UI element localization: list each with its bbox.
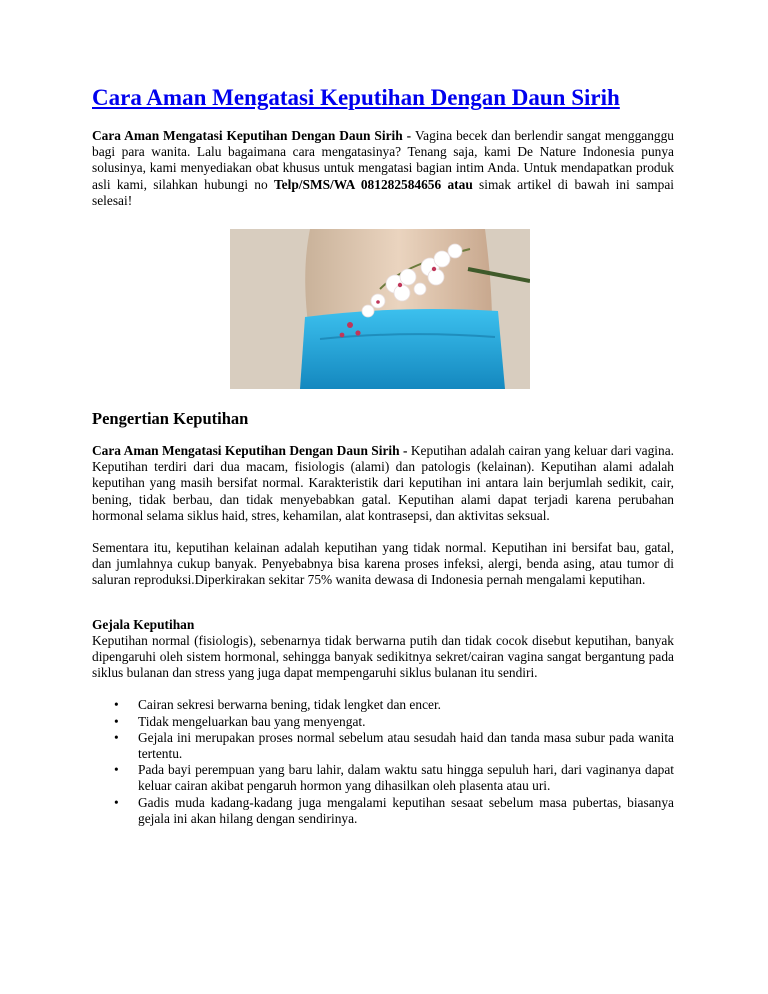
- article-title: [92, 84, 674, 112]
- list-item: • Pada bayi perempuan yang baru lahir, dalam waktu satu hingga sepuluh hari, dari vaginanya dapat keluar cairan akibat pengaruh hormon yang dihasilkan oleh plasenta atau uri.: [138, 762, 674, 794]
- gejala-paragraph: Keputihan normal (fisiologis), sebenarnya tidak berwarna putih dan tidak cocok disebut keputihan, banyak dipengaruhi oleh sistem hormonal, sehingga banyak sedikitnya sekret/cairan vagina sangat bergantung pada siklus bulanan dan stress yang juga dapat mempengaruhi siklus bulanan itu sendiri.: [92, 632, 674, 681]
- symptom-list: [92, 697, 674, 827]
- section-heading-pengertian: Pengertian Keputihan: [92, 409, 249, 429]
- contact-number: Telp/SMS/WA 081282584656 atau: [273, 176, 473, 192]
- photo-illustration: [230, 229, 530, 389]
- article-title-link[interactable]: Cara Aman Mengatasi Keputihan Dengan Daun Sirih: [92, 85, 620, 110]
- pengertian-lead: Cara Aman Mengatasi Keputihan Dengan Daun Sirih -: [92, 443, 411, 459]
- pengertian-text: Keputihan adalah cairan yang keluar dari vagina. Keputihan terdiri dari dua macam, fisiologis (alami) dan patologis (kelainan). Keputihan alami adalah keputihan yang masih bersifat normal. Karakteristik dari keputihan ini antara lain berjumlah sedikit, cair, bening, tidak berbau, dan tidak menyebabkan gatal. Keputihan alami dapat terjadi karena perubahan hormonal selama siklus haid, stres, kehamilan, alat kontrasepsi, dan aktivitas seksual.: [92, 443, 674, 523]
- list-item: • Gejala ini merupakan proses normal sebelum atau sesudah haid dan tanda masa subur pada wanita tertentu.: [138, 730, 674, 762]
- intro-tail: simak artikel di bawah ini sampai selesai!: [92, 176, 675, 208]
- pengertian-paragraph-1: [92, 443, 674, 524]
- intro-text: Vagina becek dan berlendir sangat mengganggu bagi para wanita. Lalu bagaimana cara mengatasinya? Tenang saja, kami De Nature Indonesia punya solusinya, kami menyediakan obat khusus untuk mengatasi bagian intim Anda. Untuk mendapatkan produk asli kami, silahkan hubungi no: [92, 128, 674, 192]
- intro-paragraph: [92, 128, 674, 209]
- list-item: • Cairan sekresi berwarna bening, tidak lengket dan encer.: [138, 697, 674, 713]
- pengertian-paragraph-2: Sementara itu, keputihan kelainan adalah keputihan yang tidak normal. Keputihan ini bersifat bau, gatal, dan jumlahnya cukup banyak. Penyebabnya bisa karena proses infeksi, alergi, benda asing, atau tumor di saluran reproduksi.Diperkirakan sekitar 75% wanita dewasa di Indonesia pernah mengalami keputihan.: [92, 540, 674, 588]
- intro-lead: Cara Aman Mengatasi Keputihan Dengan Daun Sirih -: [92, 128, 415, 143]
- article-photo: [230, 229, 530, 389]
- document-page: [92, 84, 674, 827]
- section-heading-gejala: Gejala Keputihan: [92, 616, 195, 632]
- list-item: • Gadis muda kadang-kadang juga mengalami keputihan sesaat sebelum masa pubertas, biasanya gejala ini akan hilang dengan sendirinya.: [138, 795, 674, 827]
- list-item: • Tidak mengeluarkan bau yang menyengat.: [138, 714, 674, 730]
